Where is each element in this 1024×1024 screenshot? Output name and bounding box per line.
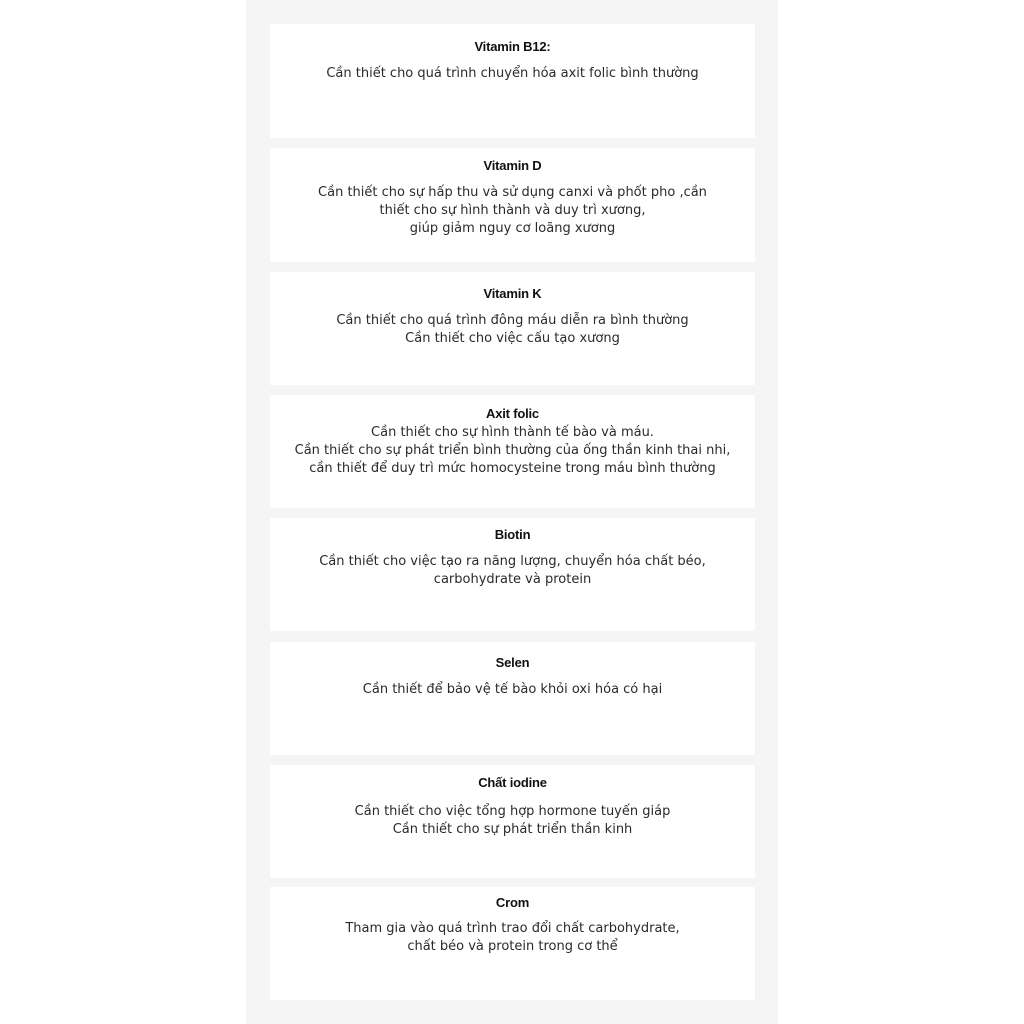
card-title: Axit folic [486,406,539,421]
nutrient-card-chat-iodine [270,765,755,878]
description-line: Cần thiết cho quá trình chuyển hóa axit folic bình thường [326,66,699,81]
card-title: Biotin [494,527,531,542]
card-description [270,553,755,589]
content-panel [246,0,778,1024]
card-title: Vitamin D [483,158,542,173]
description-line: Cần thiết cho sự hình thành tế bào và máu. [371,425,654,440]
description-line: carbohydrate và protein [433,572,592,587]
description-line: Cần thiết cho việc tạo ra năng lượng, chuyển hóa chất béo, [319,554,706,569]
card-description [270,65,755,83]
description-line: Cần thiết cho quá trình đông máu diễn ra bình thường [336,313,689,328]
nutrient-card-biotin [270,518,755,631]
card-title: Chất iodine [478,775,547,790]
nutrient-card-vitamin-b12 [270,24,755,138]
card-title: Crom [495,895,530,910]
description-line: Tham gia vào quá trình trao đổi chất carbohydrate, [345,921,680,936]
description-line: Cần thiết cho sự phát triển bình thường của ống thần kinh thai nhi, [294,443,731,458]
description-line: thiết cho sự hình thành và duy trì xương, [379,203,646,218]
card-title: Vitamin K [483,286,542,301]
description-line: Cần thiết để bảo vệ tế bào khỏi oxi hóa có hại [362,682,663,697]
card-description [270,312,755,348]
nutrient-card-selen [270,642,755,755]
card-title: Selen [495,655,530,670]
description-line: giúp giảm nguy cơ loãng xương [409,221,616,236]
card-description [270,920,755,956]
card-description [270,803,755,839]
card-title: Vitamin B12: [474,39,551,54]
description-line: Cần thiết cho việc cấu tạo xương [405,331,620,346]
description-line: Cần thiết cho việc tổng hợp hormone tuyến giáp [354,804,671,819]
description-line: chất béo và protein trong cơ thể [407,939,618,954]
nutrient-card-vitamin-d [270,148,755,262]
card-description [270,424,755,478]
description-line: Cần thiết cho sự phát triển thần kinh [392,822,633,837]
description-line: cần thiết để duy trì mức homocysteine trong máu bình thường [309,461,716,476]
card-description [270,681,755,699]
card-description [270,184,755,238]
nutrient-card-vitamin-k [270,272,755,385]
description-line: Cần thiết cho sự hấp thu và sử dụng canxi và phốt pho ,cần [318,185,707,200]
nutrient-card-crom [270,887,755,1000]
nutrient-card-axit-folic [270,395,755,508]
